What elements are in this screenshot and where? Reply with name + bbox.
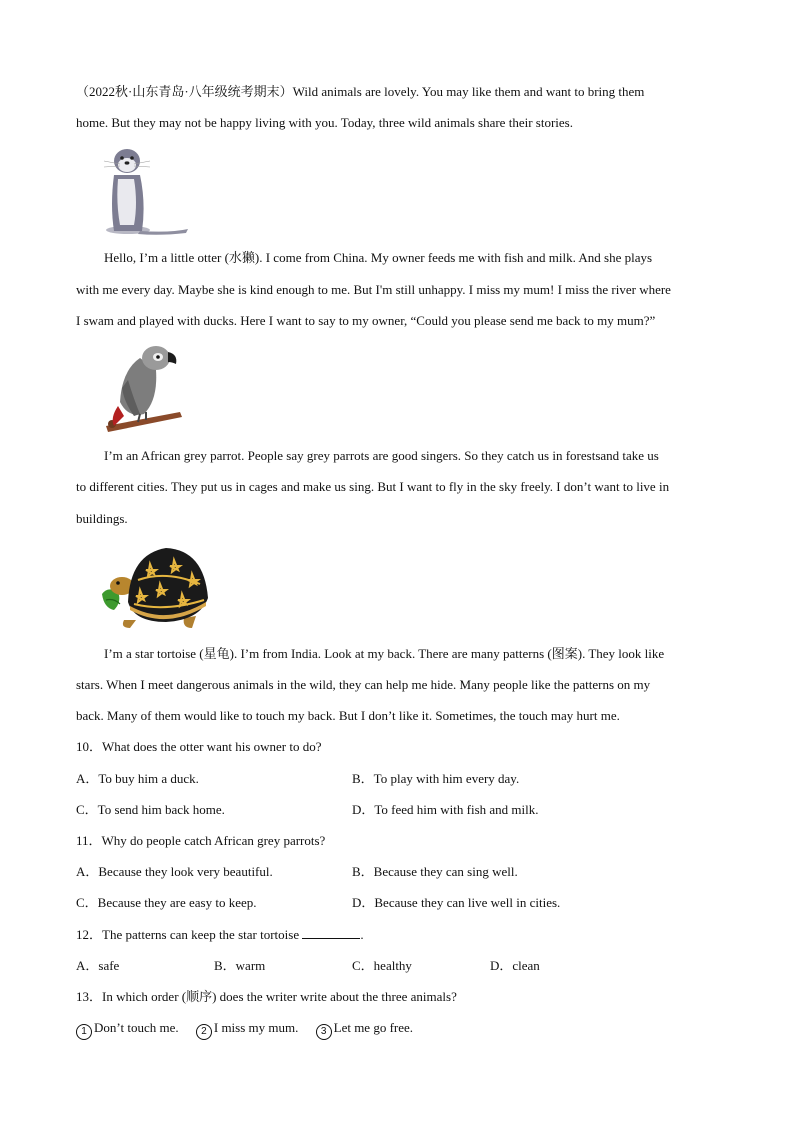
question-10-option-a[interactable]: A．To buy him a duck. <box>76 771 199 786</box>
question-13-item-3: Let me go free. <box>333 1020 414 1035</box>
question-13-item-2: I miss my mum. <box>213 1020 299 1035</box>
question-10-option-c[interactable]: C．To send him back home. <box>76 802 225 817</box>
intro-line-1: （2022秋·山东青岛·八年级统考期末）Wild animals are lovely. You may like them and want to bring them <box>76 84 645 99</box>
otter-paragraph-line-1: Hello, I’m a little otter (水獭). I come from China. My owner feeds me with fish and milk. And she plays <box>104 250 653 265</box>
question-11-stem: 11．Why do people catch African grey parrots? <box>76 833 326 848</box>
circled-number-1: 1 <box>76 1024 92 1040</box>
question-12-stem <box>76 926 726 944</box>
question-10-option-b[interactable]: B．To play with him every day. <box>352 771 520 786</box>
question-13-items <box>76 1019 726 1040</box>
question-10-stem: 10．What does the otter want his owner to do? <box>76 739 322 754</box>
question-12-stem-text: 12．The patterns can keep the star tortoise <box>76 927 303 942</box>
question-13-item-1: Don’t touch me. <box>94 1020 179 1035</box>
question-12-option-a[interactable]: A．safe <box>76 958 120 973</box>
parrot-paragraph-line-3: buildings. <box>76 511 128 526</box>
question-11-option-d[interactable]: D．Because they can live well in cities. <box>352 895 561 910</box>
question-11-option-b[interactable]: B．Because they can sing well. <box>352 864 518 879</box>
parrot-image <box>100 340 184 435</box>
tortoise-paragraph-line-3: back. Many of them would like to touch my back. But I don’t like it. Sometimes, the touch may hurt me. <box>76 708 620 723</box>
answer-blank[interactable] <box>302 926 360 939</box>
intro-line-2: home. But they may not be happy living with you. Today, three wild animals share their stories. <box>76 115 573 130</box>
otter-image <box>100 145 190 237</box>
question-12-option-c[interactable]: C．healthy <box>352 958 412 973</box>
circled-number-3: 3 <box>316 1024 332 1040</box>
question-12-option-b[interactable]: B．warm <box>214 958 266 973</box>
question-10-option-d[interactable]: D．To feed him with fish and milk. <box>352 802 539 817</box>
tortoise-image <box>100 540 212 632</box>
parrot-paragraph-line-1: I’m an African grey parrot. People say grey parrots are good singers. So they catch us in forestsand take us <box>104 448 659 463</box>
question-13-stem: 13．In which order (顺序) does the writer write about the three animals? <box>76 989 457 1004</box>
question-12-option-d[interactable]: D．clean <box>490 958 540 973</box>
otter-paragraph-line-2: with me every day. Maybe she is kind enough to me. But I'm still unhappy. I miss my mum! I miss the river where <box>76 282 671 297</box>
tortoise-paragraph-line-2: stars. When I meet dangerous animals in the wild, they can help me hide. Many people like the patterns on my <box>76 677 651 692</box>
parrot-paragraph-line-2: to different cities. They put us in cages and make us sing. But I want to fly in the sky freely. I don’t want to live in <box>76 479 670 494</box>
question-11-option-c[interactable]: C．Because they are easy to keep. <box>76 895 257 910</box>
tortoise-paragraph-line-1: I’m a star tortoise (星龟). I’m from India. Look at my back. There are many patterns (图案). They look like <box>104 646 665 661</box>
question-12-stem-end: . <box>360 927 364 942</box>
question-11-option-a[interactable]: A．Because they look very beautiful. <box>76 864 273 879</box>
otter-paragraph-line-3: I swam and played with ducks. Here I want to say to my owner, “Could you please send me back to my mum?” <box>76 313 656 328</box>
circled-number-2: 2 <box>196 1024 212 1040</box>
